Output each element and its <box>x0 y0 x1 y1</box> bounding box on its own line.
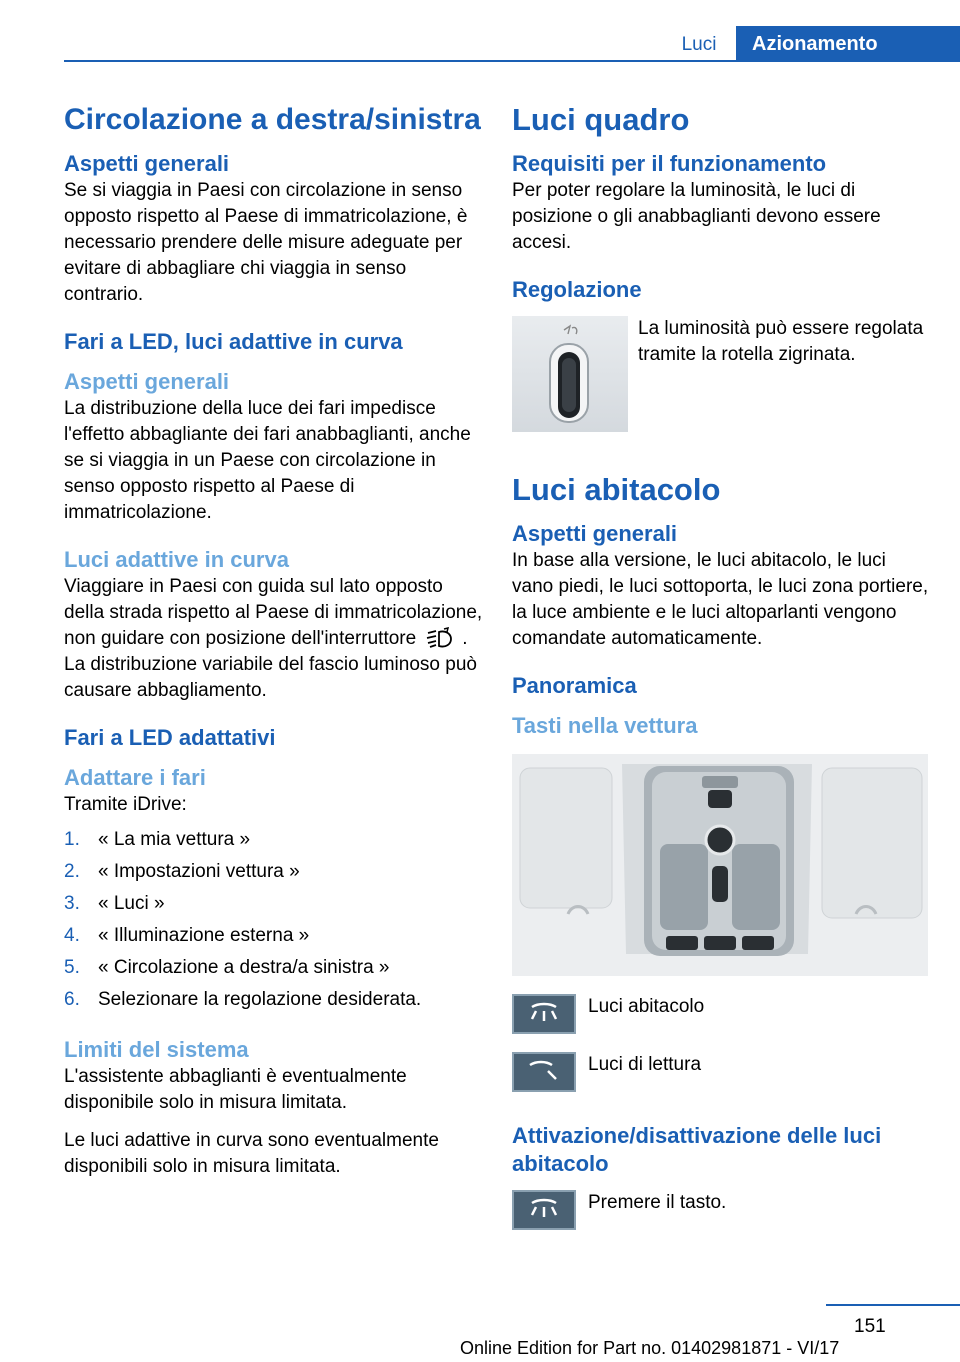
left-title: Circolazione a destra/sinistra <box>64 103 481 136</box>
step-number: 2. <box>64 861 80 882</box>
s4-heading: Limiti del sistema <box>64 1037 249 1062</box>
s1-heading: Aspetti generali <box>64 151 230 176</box>
footer-rule <box>826 1304 960 1306</box>
header-rule <box>64 60 960 62</box>
key-interior-light <box>512 994 930 1034</box>
footer-edition: Online Edition for Part no. 01402981871 - VI/17 <box>460 1338 840 1358</box>
r2-heading: Regolazione <box>512 277 642 302</box>
thumbwheel-icon <box>512 316 628 432</box>
r3-text: In base alla versione, le luci abitacolo, le luci vano piedi, le luci sottoporta, le luci zona portiere, la luce ambiente e le luci altoparlanti vengono comandate automaticamente. <box>512 550 929 649</box>
reading-light-key-icon <box>512 1052 576 1092</box>
steps-list <box>64 824 484 1016</box>
s2a-heading: Aspetti generali <box>64 369 230 394</box>
dimmer-figure <box>512 316 930 432</box>
s2-heading: Fari a LED, luci adattive in curva <box>64 329 403 354</box>
interior-light-key-icon <box>512 994 576 1034</box>
interior-light-toggle-key-icon <box>512 1190 576 1230</box>
r5-text: Premere il tasto. <box>588 1192 727 1213</box>
s4-text1: L'assistente abbaglianti è eventualmente disponibile solo in misura limitata. <box>64 1066 407 1113</box>
step-text: « La mia vettura » <box>98 829 251 850</box>
page-number: 151 <box>854 1316 886 1337</box>
s3a-intro: Tramite iDrive: <box>64 794 187 815</box>
s2b-heading: Luci adattive in curva <box>64 547 289 572</box>
header-chapter: Azionamento <box>736 26 960 62</box>
step-number: 4. <box>64 925 80 946</box>
right-title-1: Luci quadro <box>512 102 690 137</box>
right-column <box>512 100 930 1248</box>
r1-text: Per poter regolare la luminosità, le luci di posizione o gli anabbaglianti devono essere accesi. <box>512 180 881 253</box>
s3a-heading: Adattare i fari <box>64 765 206 790</box>
s1-text: Se si viaggia in Paesi con circolazione in senso opposto rispetto al Paese di immatricolazione, è necessario prendere delle misure adeguate per evitare di abbagliare chi viaggia in senso contrario. <box>64 180 468 305</box>
step-number: 3. <box>64 893 80 914</box>
roof-console-illustration <box>512 754 928 976</box>
r3-heading: Aspetti generali <box>512 521 678 546</box>
s2a-text: La distribuzione della luce dei fari impedisce l'effetto abbagliante dei fari anabbaglianti, anche se si viaggia in un Paese con circolazione in senso opposto rispetto al Paese di immatricolazione. <box>64 398 471 523</box>
right-title-2: Luci abitacolo <box>512 472 721 507</box>
step-number: 1. <box>64 829 80 850</box>
adaptive-light-switch-icon <box>424 627 454 651</box>
s4-text2: Le luci adattive in curva sono eventualmente disponibili solo in misura limitata. <box>64 1130 439 1177</box>
step-item <box>64 856 484 888</box>
step-item <box>64 920 484 952</box>
step-number: 6. <box>64 989 80 1010</box>
key2-label: Luci di lettura <box>588 1054 702 1075</box>
step-item <box>64 888 484 920</box>
key-interior-light-toggle <box>512 1190 930 1230</box>
r4a-heading: Tasti nella vettura <box>512 713 698 738</box>
step-text: « Luci » <box>98 893 165 914</box>
step-number: 5. <box>64 957 80 978</box>
r2-text: La luminosità può essere regolata tramite la rotella zigrinata. <box>638 318 924 365</box>
step-text: « Circolazione a destra/a sinistra » <box>98 957 390 978</box>
r1-heading: Requisiti per il funzionamento <box>512 151 827 176</box>
header-section: Luci <box>681 34 717 55</box>
step-item <box>64 824 484 856</box>
step-text: « Illuminazione esterna » <box>98 925 310 946</box>
s2b-text-after: . La distribuzione variabile del fascio luminoso può causare abbagliamento. <box>64 628 477 701</box>
step-item <box>64 984 484 1016</box>
s3-heading: Fari a LED adattativi <box>64 725 276 750</box>
step-text: Selezionare la regolazione desiderata. <box>98 989 422 1010</box>
s2b-text <box>64 574 484 704</box>
key1-label: Luci abitacolo <box>588 996 705 1017</box>
step-text: « Impostazioni vettura » <box>98 861 300 882</box>
r5-heading: Attivazione/disattivazione delle luci abitacolo <box>512 1123 882 1176</box>
r4-heading: Panoramica <box>512 673 637 698</box>
step-item <box>64 952 484 984</box>
s2b-text-before: Viaggiare in Paesi con guida sul lato opposto della strada rispetto al Paese di immatricolazione, non guidare con posizione dell'interruttore <box>64 576 483 649</box>
key-reading-light <box>512 1052 930 1092</box>
left-column <box>64 100 484 1180</box>
roof-console-photo <box>512 754 928 976</box>
dimmer-wheel-photo <box>512 316 628 432</box>
